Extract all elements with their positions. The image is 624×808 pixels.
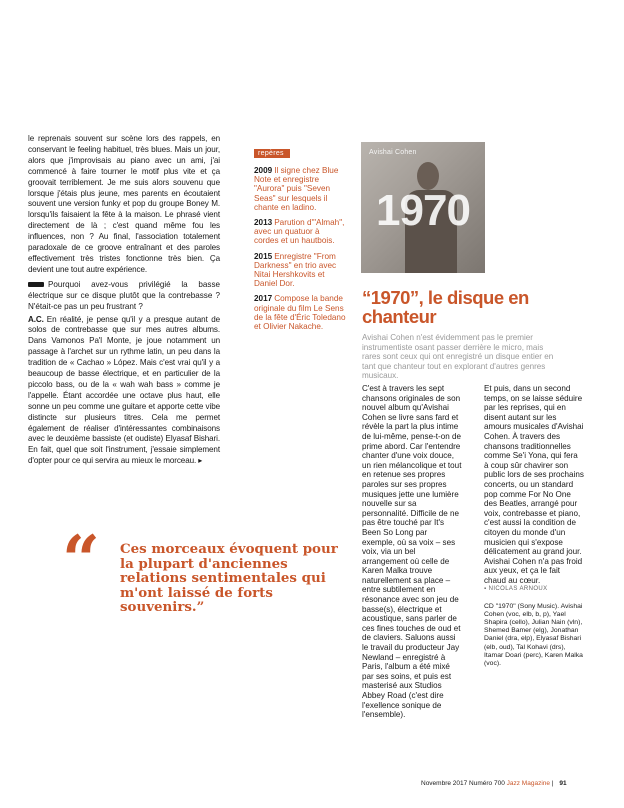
sidebar-label: repères — [254, 149, 290, 158]
timeline-text: Enregistre "From Darkness" en trio avec Nitai Hershkovits et Daniel Dor. — [254, 251, 337, 289]
timeline-entry — [254, 294, 346, 331]
page-footer — [421, 780, 567, 787]
article-headline: “1970”, le disque en chanteur — [362, 287, 529, 327]
timeline-year: 2017 — [254, 294, 273, 304]
timeline-entry — [254, 166, 346, 212]
timeline-entry — [254, 252, 346, 289]
album-credits: CD "1970" (Sony Music). Avishai Cohen (voc, elb, b, p), Yael Shapira (cello), Julian Nain (vln), Shemed Bamer (elg), Jonathan Daniel (dra, elp), Elyasaf Bishari (elb, oud), Tal Kohavi (drs), Itamar Doari (perc), Karen Malka (voc). — [484, 603, 583, 667]
article-column-left — [28, 134, 220, 467]
quote-mark-icon: “ — [62, 521, 100, 599]
body-paragraph: le reprenais souvent sur scène lors des rappels, en conservant le feeling habituel, très blues. Mais un jour, alors que j'improvisais au piano avec un ami, j'ai commencé à faire tourner le motif plus vite et ça groovait terriblement. Je me suis alors souvenu que lorsque j'étais plus jeune, mes parents en écoutaient souvent une version funky et pop du groupe Boney M. lorsqu'ils faisaient la fête à la maison. Le phrasé vient directement de là ; c'est quand même fou les influences, non ? Au final, l'association totalement paradoxale de ce groove entraînant et des paroles effectivement très tristes fonctionne très bien. Ça devient une tout autre expérience. — [28, 134, 220, 274]
interview-answer — [28, 315, 220, 468]
pull-quote-text: Ces morceaux évoquent pour la plupart d'anciennes relations sentimentales qui m'ont laissé de forts souvenirs.” — [120, 541, 338, 616]
answer-text: En réalité, je pense qu'il y a presque autant de solos de contrebasse que sur mes autres albums. Dans Vamonos Pa'l Monte, je joue notamment un passage à l'archet sur un rythme latin, un peu dans la tradition de « Cachao » López. Mais c'est vrai qu'il y a beaucoup de basse électrique, et en particulier de la piccolo bass, ou de la « wah wah bass » comme je l'appelle. Étant accordée une octave plus haut, elle sonne un peu comme une guitare et apporte cette vibe distincte sur plusieurs titres. Cela me permet également de réaliser d'intéressantes combinaisons avec le deuxième bassiste (et oudiste) Elyasaf Bishari. En fait, quel que soit l'instrument, j'essaie simplement d'opter pour ce qui servira au mieux le morceau. ▸ — [28, 314, 220, 466]
timeline-year: 2009 — [254, 166, 273, 175]
timeline-entry — [254, 218, 346, 246]
page-number: 91 — [559, 780, 567, 787]
article-column-a: C'est à travers les sept chansons originales de son nouvel album qu'Avishai Cohen se livre sans fard et révèle la part la plus intime de lui-même, pense-t-on de prime abord. Car l'entendre chanter d'une voix douce, un rien mélancolique et tout en retenue ses propres paroles sur ses propres musiques jette une lumière nouvelle sur sa personnalité. Difficile de ne pas être touché par It's Been So Long par exemple, où sa voix – ses voix, via un bel arrangement où celle de Karen Malka trouve naturellement sa place – entre subtilement en résonance avec son jeu de basse(s), électrique et acoustique, sans parler de ces fines touches de oud et de claviers. Saluons aussi le travail du producteur Jay Newland – enregistré à Paris, l'album a été mixé par ses soins, et puis est masterisé aux Studios Abbey Road (c'est dire l'exellence sonique de l'ensemble). — [362, 384, 462, 720]
timeline-text: Parution d'"Almah", avec un quatuor à cordes et un hautbois. — [254, 218, 345, 246]
timeline-text: Il signe chez Blue Note et enregistre "Aurora" puis "Seven Seas" sur lesquels il chante en ladino. — [254, 166, 339, 212]
reperes-sidebar — [254, 142, 346, 331]
article-text: Et puis, dans un second temps, on se laisse séduire par les reprises, qui en disent autant sur les amours musicales d'Avishai Cohen. À travers des chansons traditionnelles comme Se'i Yona, qui fera à coup sûr chavirer son public lors de ses prochains concerts, ou un standard pop comme For No One des Beatles, arrangé pour voix, contrebasse et piano, c'est aussi la condition de citoyen du monde d'un musicien qui s'expose délicatement au grand jour. Avishai Cohen n'a pas froid aux yeux, et ça le fait chaud au cœur. — [484, 384, 584, 585]
article-standfirst: Avishai Cohen n'est évidemment pas le premier instrumentiste osant passer derrière le micro, mais rares sont ceux qui ont enregistré un disque entier en tant que chanteur tout en explorant d'autres genres musicaux. — [362, 333, 554, 381]
interview-question — [28, 280, 220, 313]
album-cover-photo — [361, 142, 485, 273]
byline: ▪ NICOLAS ARNOUX — [484, 586, 548, 593]
article-column-b — [484, 384, 584, 668]
footer-separator: | — [551, 780, 554, 787]
answer-label: A.C. — [28, 314, 44, 324]
timeline-year: 2013 — [254, 218, 273, 228]
timeline-year: 2015 — [254, 251, 273, 261]
question-text: Pourquoi avez-vous privilégié la basse électrique sur ce disque plutôt que la contrebasse ? N'était-ce pas un peu frustrant ? — [28, 279, 220, 311]
cover-title: 1970 — [376, 186, 470, 235]
cover-artist-name: Avishai Cohen — [369, 149, 417, 156]
timeline-text: Compose la bande originale du film Le Sens de la fête d'Éric Toledano et Olivier Nakache. — [254, 294, 346, 332]
issue-info: Novembre 2017 Numéro 700 — [421, 780, 505, 787]
question-marker — [28, 282, 44, 287]
magazine-name: Jazz Magazine — [506, 780, 550, 787]
